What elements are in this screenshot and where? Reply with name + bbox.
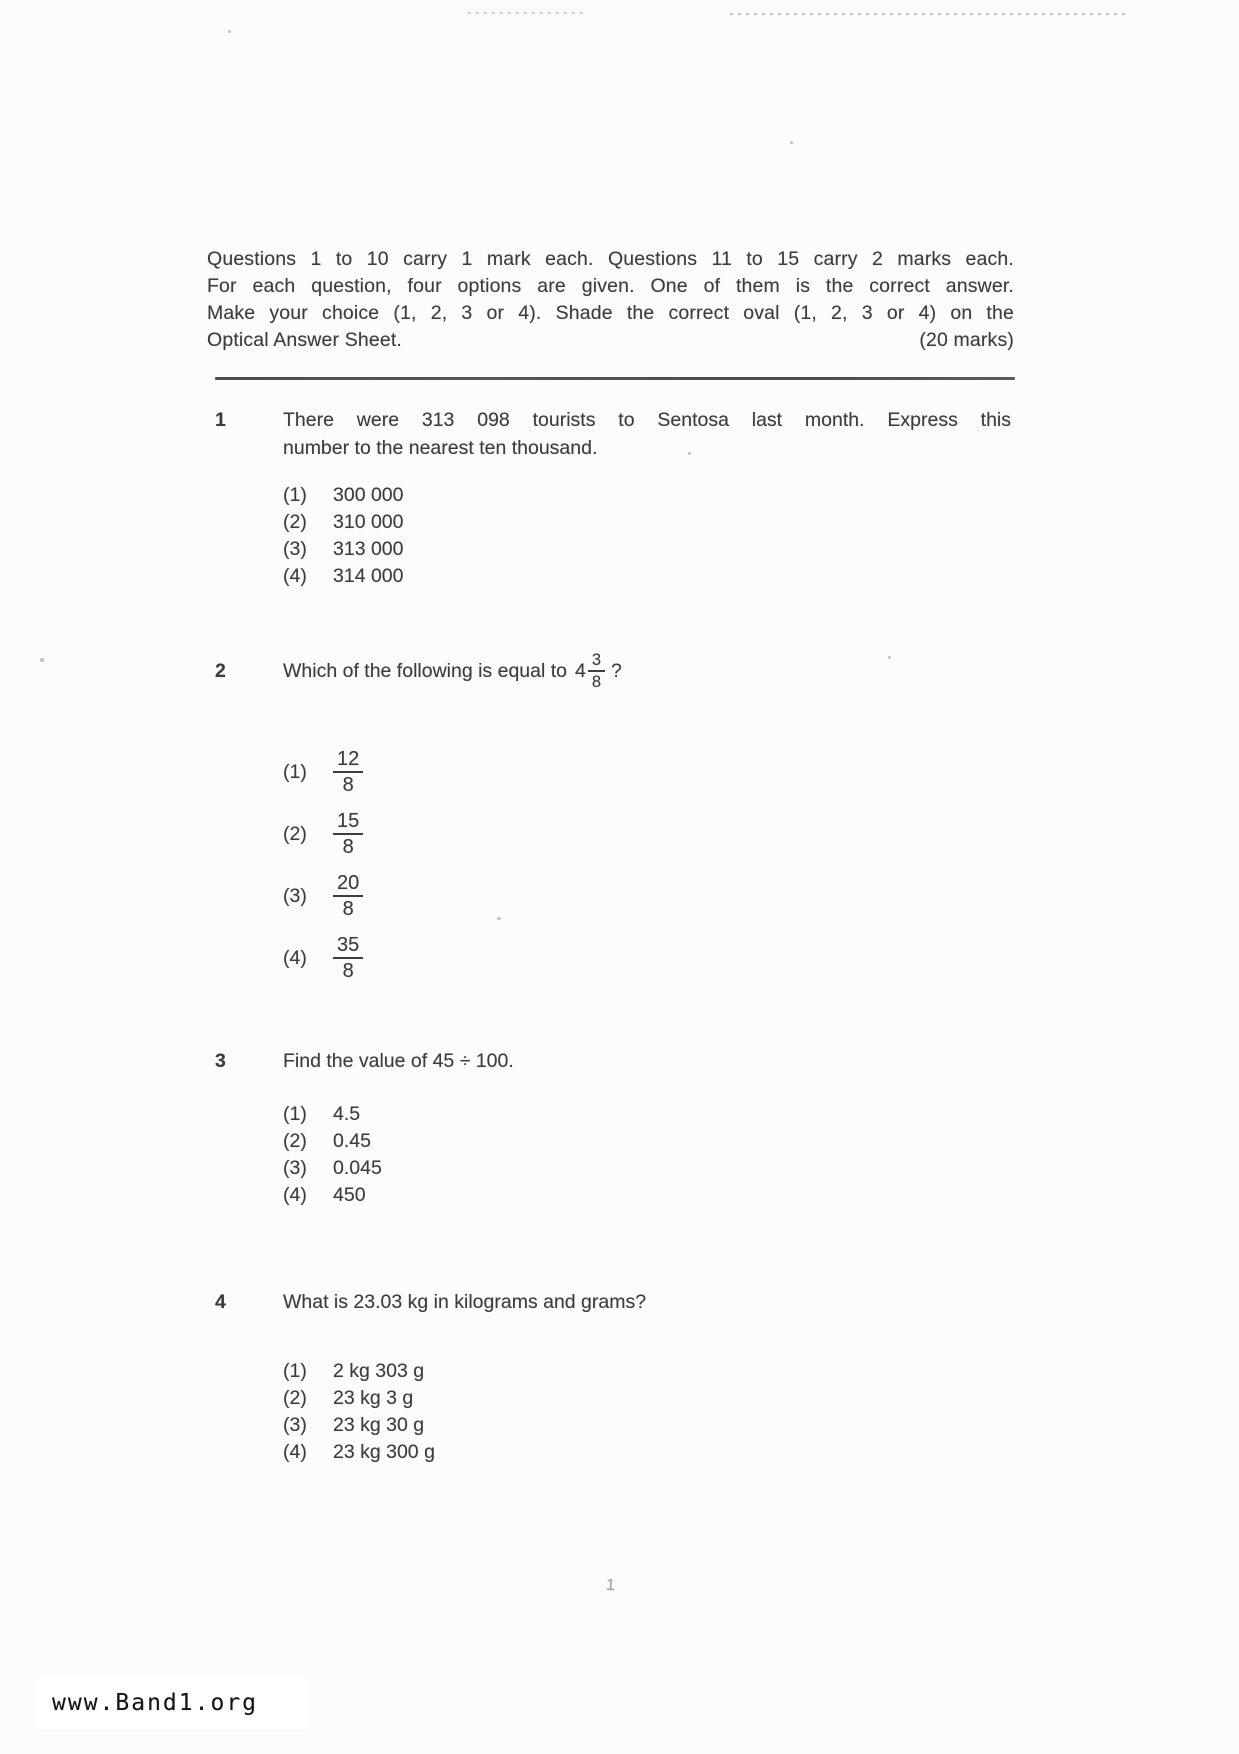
option-value: 300 000	[333, 484, 404, 506]
option-label: (4)	[283, 1184, 307, 1206]
fraction: $\frac{3}{8}$	[588, 651, 605, 692]
option-row	[283, 1155, 382, 1182]
instruction-line: Questions 1 to 10 carry 1 mark each. Questions 11 to 15 carry 2 marks each.	[207, 248, 1014, 270]
option-row	[283, 1182, 382, 1209]
option-row	[283, 1439, 435, 1466]
option-row	[283, 1128, 382, 1155]
option-value: 310 000	[333, 511, 404, 533]
option-label: (1)	[283, 484, 307, 506]
option-label: (2)	[283, 1387, 307, 1409]
option-row	[283, 1412, 435, 1439]
option-row	[283, 869, 363, 923]
option-row	[283, 536, 404, 563]
option-value: 313 000	[333, 538, 404, 560]
option-row	[283, 482, 404, 509]
option-value: 0.045	[333, 1157, 382, 1179]
option-label: (4)	[283, 1441, 307, 1463]
option-row	[283, 1101, 382, 1128]
option-row	[283, 745, 363, 799]
scan-speck	[790, 141, 793, 144]
instruction-line: Optical Answer Sheet.	[207, 329, 402, 351]
question-number: 1	[215, 409, 226, 431]
option-label: (1)	[283, 760, 307, 783]
option-label: (2)	[283, 1130, 307, 1152]
option-label: (4)	[283, 946, 307, 969]
option-label: (3)	[283, 884, 307, 907]
option-row	[283, 1385, 435, 1412]
option-value: 23 kg 30 g	[333, 1414, 425, 1436]
option-label: (4)	[283, 565, 307, 587]
instruction-line: For each question, four options are given. One of them is the correct answer.	[207, 275, 1014, 297]
watermark-text: www.Band1.org	[52, 1690, 259, 1716]
option-row	[283, 1358, 435, 1385]
option-label: (3)	[283, 538, 307, 560]
question-4	[215, 1288, 1015, 1316]
question-2	[215, 645, 1015, 697]
option-value: 314 000	[333, 565, 404, 587]
whole-number: 4	[575, 660, 586, 682]
page-number: 1	[605, 1576, 616, 1595]
scan-speck	[228, 30, 231, 33]
question-text: There were 313 098 tourists to Sentosa last month. Express this number to the nearest ten thousand.	[283, 409, 1011, 459]
question-4-options	[283, 1358, 435, 1466]
question-1	[215, 406, 1015, 462]
option-label: (1)	[283, 1103, 307, 1125]
option-value: 2 kg 303 g	[333, 1360, 425, 1382]
option-value: 23 kg 3 g	[333, 1387, 414, 1409]
question-3-options	[283, 1101, 382, 1209]
option-label: (3)	[283, 1414, 307, 1436]
option-row	[283, 563, 404, 590]
instructions-block	[207, 246, 1014, 354]
question-text: What is 23.03 kg in kilograms and grams?	[283, 1291, 647, 1313]
option-row	[283, 509, 404, 536]
fraction: $\frac{15}{8}$	[333, 810, 363, 859]
section-divider	[215, 377, 1015, 380]
scan-artifact	[468, 12, 586, 14]
option-label: (2)	[283, 511, 307, 533]
fraction: $\frac{35}{8}$	[333, 934, 363, 983]
question-text: Find the value of 45 ÷ 100.	[283, 1050, 514, 1072]
question-number: 2	[215, 660, 226, 682]
option-value: 23 kg 300 g	[333, 1441, 435, 1463]
option-value: 0.45	[333, 1130, 371, 1152]
option-row	[283, 807, 363, 861]
fraction: $\frac{20}{8}$	[333, 872, 363, 921]
fraction: $\frac{12}{8}$	[333, 748, 363, 797]
option-value: 4.5	[333, 1103, 361, 1125]
option-value: 450	[333, 1184, 366, 1206]
question-3	[215, 1047, 1015, 1075]
scan-artifact	[730, 13, 1130, 15]
scan-speck	[497, 917, 501, 920]
option-label: (3)	[283, 1157, 307, 1179]
question-1-options	[283, 482, 404, 590]
mixed-number	[575, 651, 605, 692]
question-number: 3	[215, 1050, 226, 1072]
option-label: (1)	[283, 1360, 307, 1382]
instruction-line: Make your choice (1, 2, 3 or 4). Shade the correct oval (1, 2, 3 or 4) on the	[207, 302, 1014, 324]
question-number: 4	[215, 1291, 226, 1313]
option-row	[283, 931, 363, 985]
scan-speck	[40, 658, 44, 662]
watermark-box	[36, 1677, 308, 1729]
question-text: Which of the following is equal to 4 $\frac{3}{8}$ ?	[283, 650, 622, 691]
marks-total: (20 marks)	[919, 329, 1014, 351]
option-label: (2)	[283, 822, 307, 845]
